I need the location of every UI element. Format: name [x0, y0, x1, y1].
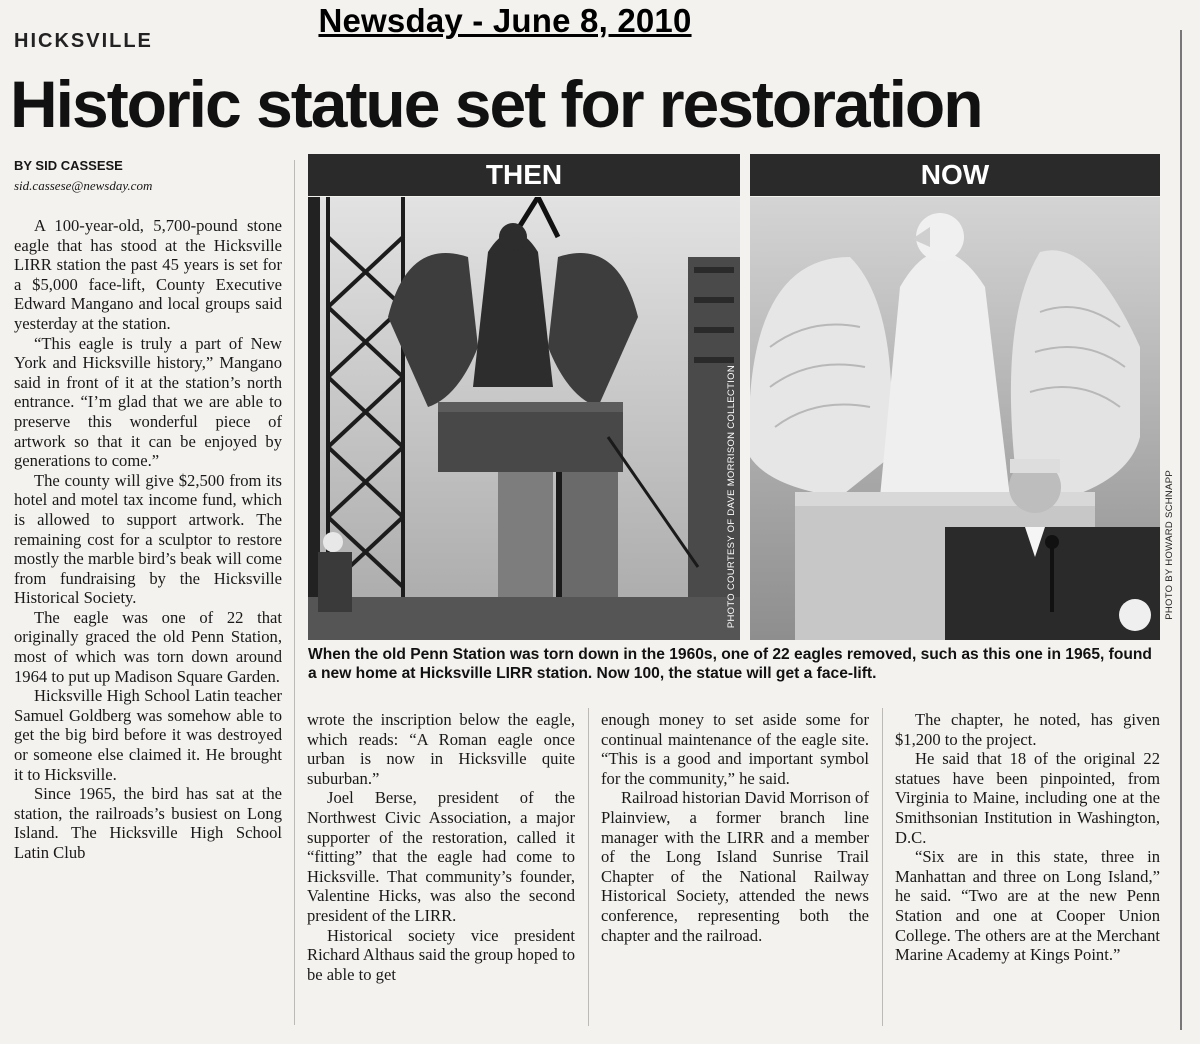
paragraph: The county will give $2,500 from its hotel and motel tax income fund, which is allowed to support artwork. The remaining cost for a sculptor to restore mostly the marble bird’s beak will come from fundraising by the Hicksville Historical Society.	[14, 470, 282, 608]
paragraph: Railroad historian David Morrison of Plainview, a former branch line manager with the LIRR and a member of the Long Island Sunrise Trail Chapter of the National Railway Historical Society, attended the news conference, representing both the chapter and the railroad.	[601, 788, 869, 945]
then-photo	[308, 197, 740, 640]
now-photo-credit: PHOTO BY HOWARD SCHNAPP	[1164, 470, 1175, 620]
column-rule	[588, 708, 589, 1026]
paragraph: A 100-year-old, 5,700-pound stone eagle that has stood at the Hicksville LIRR station the past 45 years is set for a $5,000 face-lift, County Executive Edward Mangano and local groups said yesterday at the station.	[14, 216, 282, 333]
now-label: NOW	[750, 154, 1160, 196]
article-column-4	[895, 710, 1160, 965]
paragraph: He said that 18 of the original 22 statues have been pinpointed, from Virginia to Maine, including one at the Smithsonian Institution in Washington, D.C.	[895, 749, 1160, 847]
paragraph: The eagle was one of 22 that originally graced the old Penn Station, most of which was torn down around 1964 to put up Madison Square Garden.	[14, 607, 282, 686]
date-stamp: Newsday - June 8, 2010	[318, 2, 692, 39]
page-edge-rule	[1180, 30, 1182, 1030]
byline: BY SID CASSESE	[14, 158, 123, 173]
paragraph: Historical society vice president Richard Althaus said the group hoped to be able to get	[307, 925, 575, 984]
paragraph: Hicksville High School Latin teacher Samuel Goldberg was somehow able to get the big bird before it was destroyed or someone else claimed it. He brought it to Hicksville.	[14, 686, 282, 784]
column-rule	[882, 708, 883, 1026]
then-label: THEN	[308, 154, 740, 196]
headline: Historic statue set for restoration	[10, 67, 982, 141]
author-email: sid.cassese@newsday.com	[14, 178, 153, 193]
photo-caption: When the old Penn Station was torn down in the 1960s, one of 22 eagles removed, such as this one in 1965, found a new home at Hicksville LIRR station. Now 100, the statue will get a face-lift.	[308, 646, 1152, 682]
then-photo-credit: PHOTO COURTESY OF DAVE MORRISON COLLECTION	[726, 365, 737, 629]
article-column-3	[601, 710, 869, 945]
paragraph: “This eagle is truly a part of New York and Hicksville history,” Mangano said in front of it at the station’s north entrance. “I’m glad that we are able to preserve this wonderful piece of artwork so that it can be enjoyed by generations to come.”	[14, 333, 282, 471]
section-kicker: HICKSVILLE	[14, 30, 153, 52]
now-photo	[750, 197, 1160, 640]
now-photo-illustration	[750, 197, 1160, 640]
paragraph: enough money to set aside some for continual maintenance of the eagle site. “This is a good and important symbol for the community,” he said.	[601, 710, 869, 788]
paragraph: Since 1965, the bird has sat at the station, the railroads’s busiest on Long Island. The Hicksville High School Latin Club	[14, 784, 282, 862]
paragraph: Joel Berse, president of the Northwest Civic Association, a major supporter of the restoration, called it “fitting” that the eagle had come to Hicksville. That community’s founder, Valentine Hicks, was also the second president of the LIRR.	[307, 788, 575, 925]
paragraph: The chapter, he noted, has given $1,200 to the project.	[895, 710, 1160, 749]
paragraph: wrote the inscription below the eagle, which reads: “A Roman eagle once urban is now in Hicksville quite suburban.”	[307, 710, 575, 788]
column-rule	[294, 160, 295, 1025]
then-photo-illustration	[308, 197, 740, 640]
paragraph: “Six are in this state, three in Manhattan and three on Long Island,” he said. “Two are at the new Penn Station and one at Cooper Union College. The others are at the Merchant Marine Academy at Kings Point.”	[895, 847, 1160, 965]
article-column-2	[307, 710, 575, 984]
article-column-1	[14, 216, 282, 863]
